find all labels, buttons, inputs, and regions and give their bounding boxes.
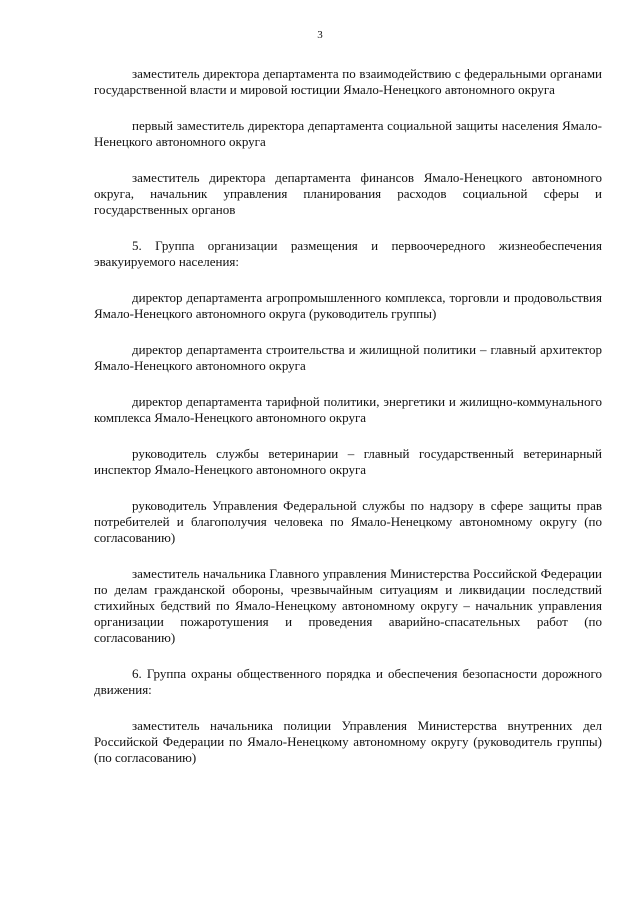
paragraph-director-construction: директор департамента строительства и жилищной политики – главный архитектор Ямало-Ненецкого автономного округа	[94, 342, 602, 373]
paragraph-head-veterinary: руководитель службы ветеринарии – главный государственный ветеринарный инспектор Ямало-Ненецкого автономного округа	[94, 446, 602, 477]
page-number: 3	[317, 29, 323, 41]
paragraph-deputy-director-finance: заместитель директора департамента финансов Ямало-Ненецкого автономного округа, начальник управления планирования расходов социальной сферы и государственных органов	[94, 170, 602, 217]
paragraph-head-consumer-protection: руководитель Управления Федеральной службы по надзору в сфере защиты прав потребителей и благополучия человека по Ямало-Ненецкому автономному округу (по согласованию)	[94, 498, 602, 545]
paragraph-deputy-director-federal-relations: заместитель директора департамента по взаимодействию с федеральными органами государственной власти и мировой юстиции Ямало-Ненецкого автономного округа	[94, 66, 602, 97]
paragraph-deputy-chief-police: заместитель начальника полиции Управления Министерства внутренних дел Российской Федерации по Ямало-Ненецкому автономному округу (руководитель группы) (по согласованию)	[94, 718, 602, 765]
paragraph-director-agro-industrial: директор департамента агропромышленного комплекса, торговли и продовольствия Ямало-Ненецкого автономного округа (руководитель группы)	[94, 290, 602, 321]
section-heading-group-5: 5. Группа организации размещения и первоочередного жизнеобеспечения эвакуируемого населения:	[94, 238, 602, 269]
document-body	[94, 66, 602, 786]
paragraph-director-tariff-policy: директор департамента тарифной политики, энергетики и жилищно-коммунального комплекса Ямало-Ненецкого автономного округа	[94, 394, 602, 425]
paragraph-deputy-head-emergencies: заместитель начальника Главного управления Министерства Российской Федерации по делам гражданской обороны, чрезвычайным ситуациям и ликвидации последствий стихийных бедствий по Ямало-Ненецкому автономному округу – начальник управления организации пожаротушения и проведения аварийно-спасательных работ (по согласованию)	[94, 566, 602, 645]
section-heading-group-6: 6. Группа охраны общественного порядка и обеспечения безопасности дорожного движения:	[94, 666, 602, 697]
paragraph-first-deputy-social-protection: первый заместитель директора департамента социальной защиты населения Ямало-Ненецкого автономного округа	[94, 118, 602, 149]
